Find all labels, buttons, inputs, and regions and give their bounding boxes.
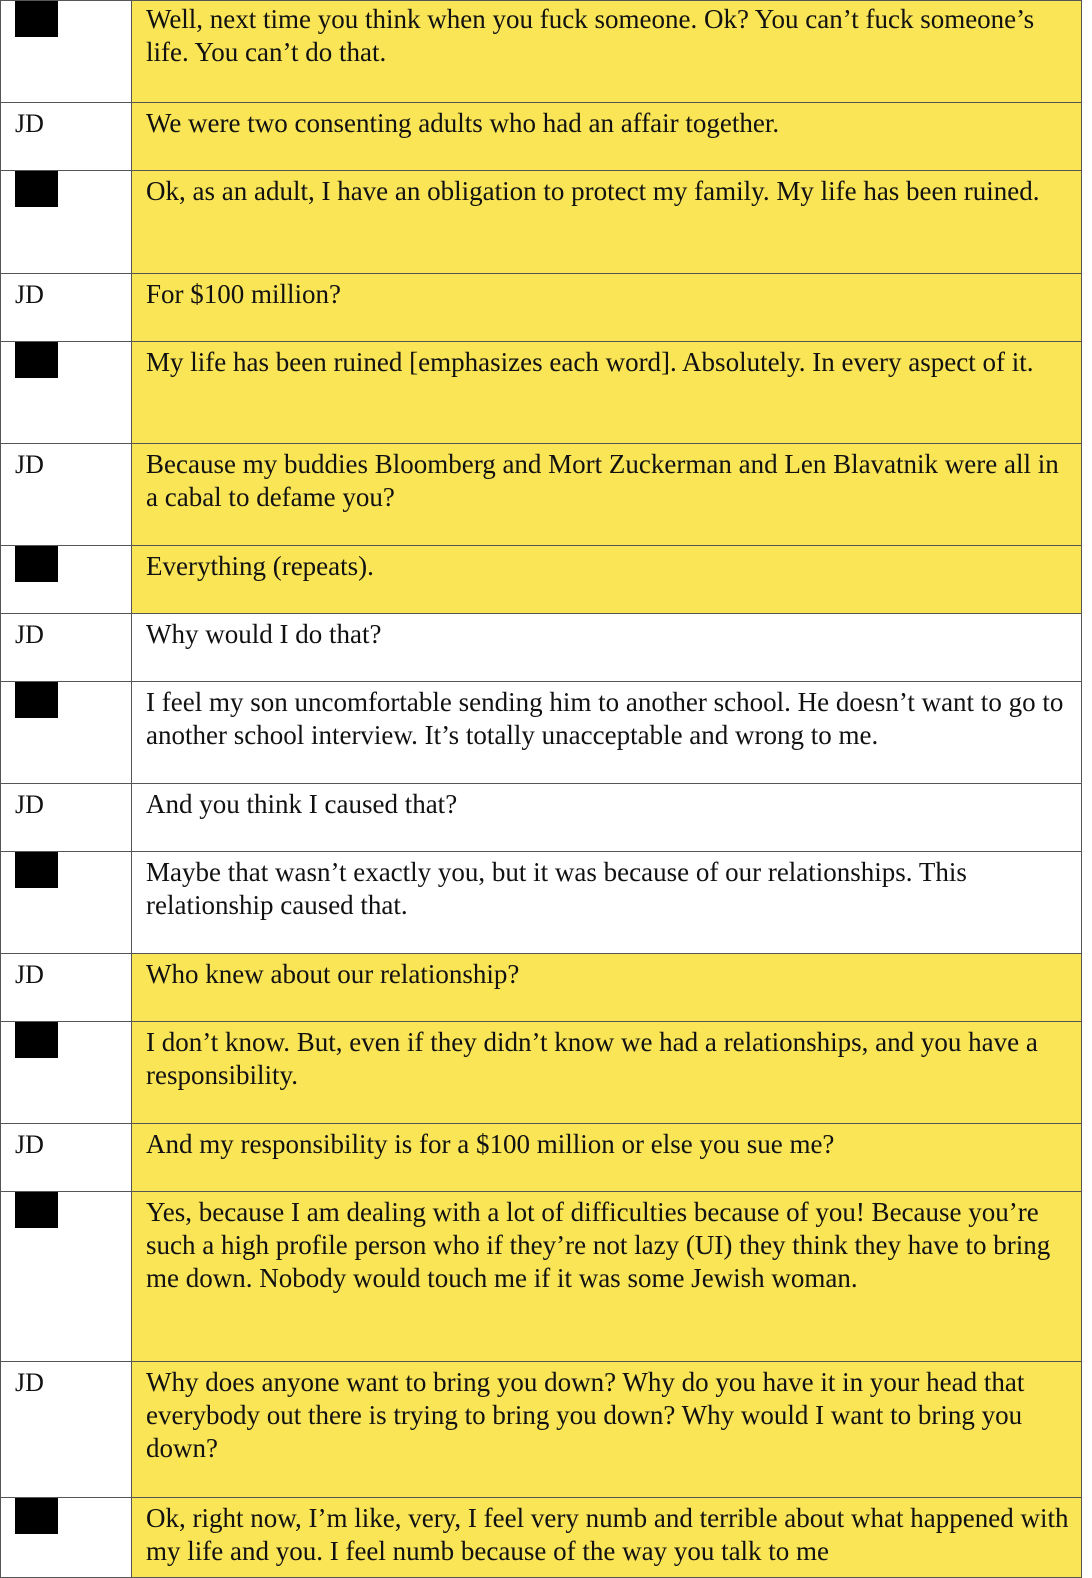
transcript-row (1, 1192, 1082, 1362)
speech-cell-highlighted (132, 1124, 1082, 1192)
speaker-label: JD (15, 1368, 44, 1397)
speech-cell (132, 852, 1082, 954)
transcript-row (1, 171, 1082, 274)
speech-text: Yes, because I am dealing with a lot of difficulties because of you! Because you’re such a high profile person who if they’re not lazy (UI) they think they have to bring me down. Nobody would touch me if it was some Jewish woman. (146, 1197, 1051, 1293)
transcript-row (1, 103, 1082, 171)
speech-text: I feel my son uncomfortable sending him to another school. He doesn’t want to go to another school interview. It’s totally unacceptable and wrong to me. (146, 687, 1064, 750)
redaction-box (15, 546, 58, 582)
speaker-label: JD (15, 1130, 44, 1159)
speaker-label: JD (15, 109, 44, 138)
speaker-cell (1, 1498, 132, 1578)
transcript-row (1, 1124, 1082, 1192)
speech-text: Because my buddies Bloomberg and Mort Zuckerman and Len Blavatnik were all in a cabal to defame you? (146, 449, 1059, 512)
speaker-cell (1, 852, 132, 954)
speaker-label: JD (15, 620, 44, 649)
transcript-row (1, 614, 1082, 682)
speaker-cell (1, 342, 132, 444)
redaction-box (15, 1498, 58, 1534)
speech-cell-highlighted (132, 171, 1082, 274)
speech-text: Everything (repeats). (146, 551, 374, 581)
speaker-cell (1, 1, 132, 103)
transcript-row (1, 274, 1082, 342)
speaker-cell (1, 954, 132, 1022)
speech-text: And my responsibility is for a $100 million or else you sue me? (146, 1129, 835, 1159)
speech-text: For $100 million? (146, 279, 341, 309)
speaker-cell (1, 1362, 132, 1498)
redaction-box (15, 1022, 58, 1058)
speech-cell (132, 784, 1082, 852)
speaker-cell (1, 103, 132, 171)
speaker-label: JD (15, 280, 44, 309)
redaction-box (15, 342, 58, 378)
transcript-row (1, 546, 1082, 614)
speaker-cell (1, 1022, 132, 1124)
speech-cell-highlighted (132, 103, 1082, 171)
speaker-cell (1, 171, 132, 274)
speaker-cell (1, 1192, 132, 1362)
speech-text: Well, next time you think when you fuck someone. Ok? You can’t fuck someone’s life. You can’t do that. (146, 4, 1035, 67)
speech-cell-highlighted (132, 342, 1082, 444)
transcript-row (1, 444, 1082, 546)
transcript-row (1, 1362, 1082, 1498)
transcript-row (1, 852, 1082, 954)
transcript-row (1, 1, 1082, 103)
speaker-cell (1, 784, 132, 852)
speech-text: My life has been ruined [emphasizes each word]. Absolutely. In every aspect of it. (146, 347, 1034, 377)
speech-cell-highlighted (132, 1022, 1082, 1124)
speech-cell-highlighted (132, 274, 1082, 342)
speaker-cell (1, 1124, 132, 1192)
speech-cell-highlighted (132, 1, 1082, 103)
speech-text: Ok, right now, I’m like, very, I feel very numb and terrible about what happened with my life and you. I feel numb because of the way you talk to me (146, 1503, 1069, 1566)
speech-cell-highlighted (132, 1498, 1082, 1578)
speech-cell-highlighted (132, 444, 1082, 546)
transcript-body (1, 1, 1082, 1578)
transcript-row (1, 1498, 1082, 1578)
speech-cell (132, 614, 1082, 682)
speech-text: Why does anyone want to bring you down? Why do you have it in your head that everybody out there is trying to bring you down? Why would I want to bring you down? (146, 1367, 1025, 1463)
speaker-cell (1, 614, 132, 682)
transcript-row (1, 342, 1082, 444)
speech-text: Who knew about our relationship? (146, 959, 520, 989)
redaction-box (15, 1, 58, 37)
speech-text: We were two consenting adults who had an affair together. (146, 108, 780, 138)
speaker-label: JD (15, 790, 44, 819)
speech-cell-highlighted (132, 1362, 1082, 1498)
speaker-cell (1, 546, 132, 614)
speech-text: Ok, as an adult, I have an obligation to protect my family. My life has been ruined. (146, 176, 1040, 206)
speech-cell (132, 682, 1082, 784)
speaker-label: JD (15, 450, 44, 479)
transcript-row (1, 954, 1082, 1022)
speaker-cell (1, 682, 132, 784)
speech-text: Why would I do that? (146, 619, 382, 649)
speech-text: I don’t know. But, even if they didn’t know we had a relationships, and you have a responsibility. (146, 1027, 1038, 1090)
speaker-cell (1, 444, 132, 546)
transcript-row (1, 682, 1082, 784)
speaker-cell (1, 274, 132, 342)
speaker-label: JD (15, 960, 44, 989)
redaction-box (15, 852, 58, 888)
speech-cell-highlighted (132, 546, 1082, 614)
speech-text: And you think I caused that? (146, 789, 458, 819)
speech-text: Maybe that wasn’t exactly you, but it was because of our relationships. This relationship caused that. (146, 857, 967, 920)
redaction-box (15, 171, 58, 207)
speech-cell-highlighted (132, 954, 1082, 1022)
redaction-box (15, 682, 58, 718)
speech-cell-highlighted (132, 1192, 1082, 1362)
redaction-box (15, 1192, 58, 1228)
transcript-row (1, 1022, 1082, 1124)
transcript-row (1, 784, 1082, 852)
